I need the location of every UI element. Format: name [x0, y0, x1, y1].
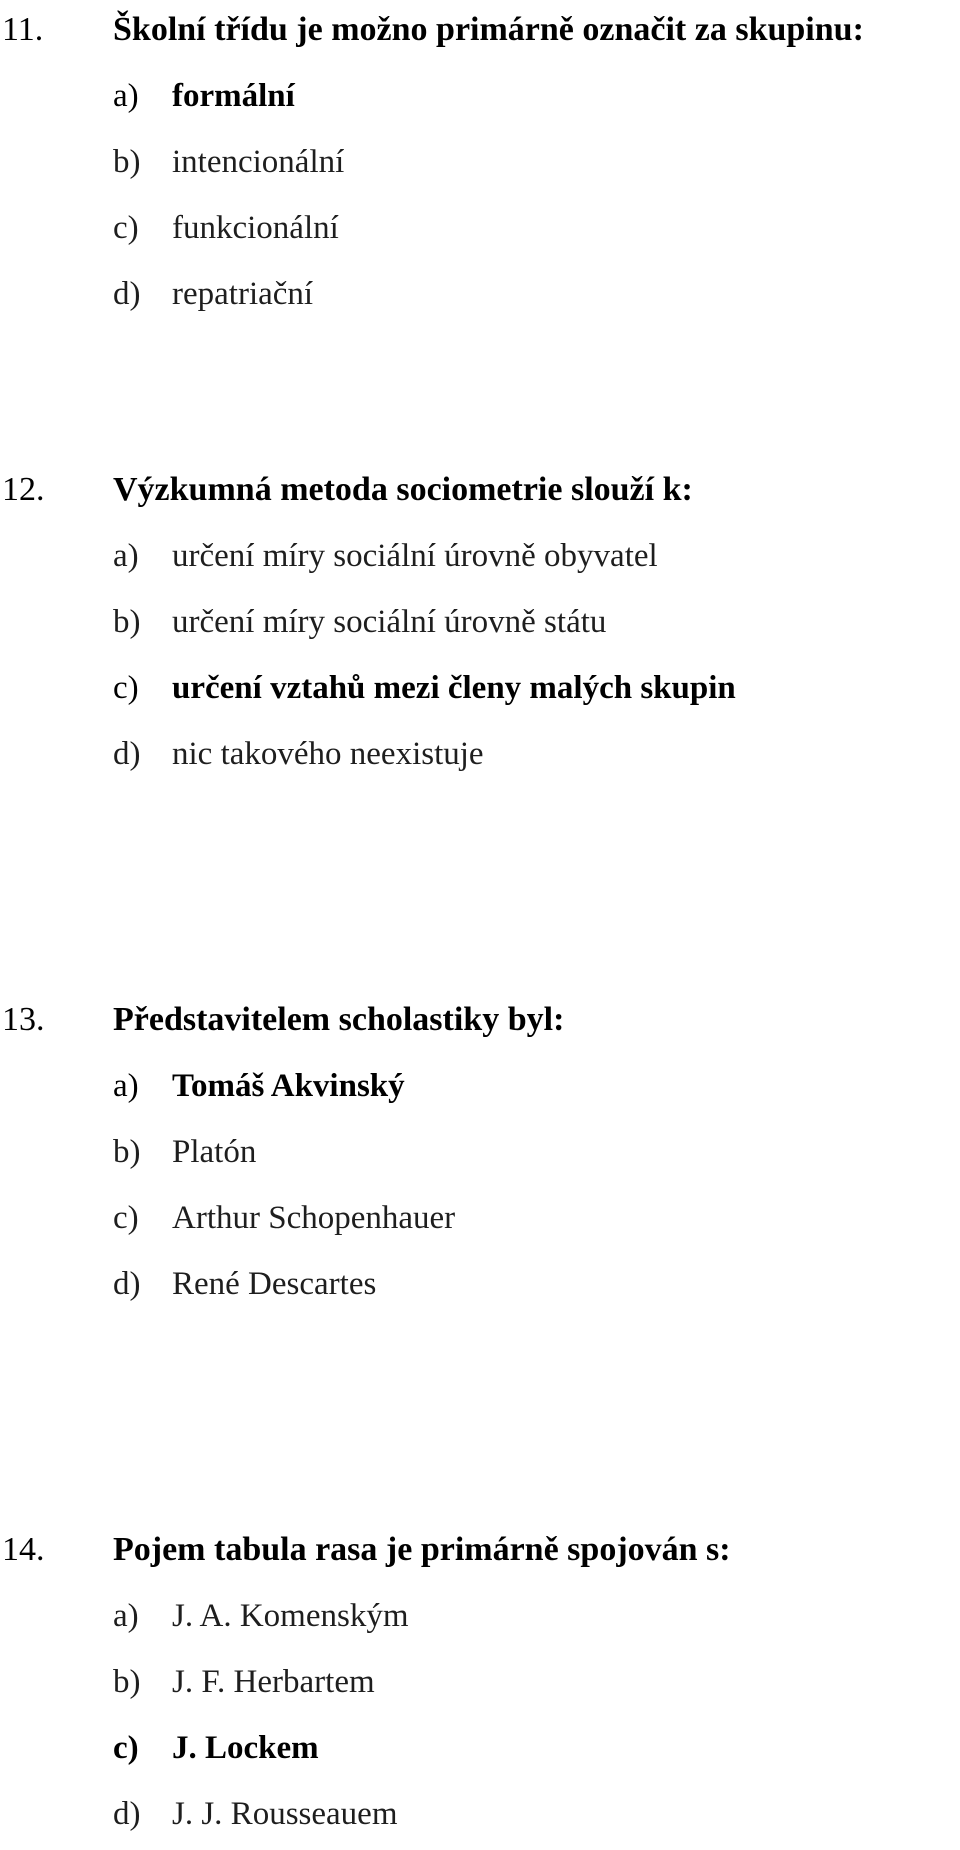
option-letter: b) [113, 1134, 141, 1170]
question-12 [0, 460, 960, 790]
option-letter: b) [113, 144, 141, 180]
question-text: Představitelem scholastiky byl: [113, 1001, 565, 1038]
option-d [0, 724, 960, 790]
question-11 [0, 0, 960, 330]
option-letter: c) [113, 670, 139, 706]
option-d [0, 1254, 960, 1320]
option-text: určení míry sociální úrovně státu [172, 604, 607, 640]
option-letter: a) [113, 1598, 139, 1634]
question-text: Pojem tabula rasa je primárně spojován s: [113, 1531, 731, 1568]
option-letter: a) [113, 538, 139, 574]
option-c [0, 198, 960, 264]
option-letter: d) [113, 1796, 141, 1832]
option-text: repatriační [172, 276, 314, 312]
option-text: J. F. Herbartem [172, 1664, 375, 1700]
option-text: Platón [172, 1134, 257, 1170]
option-d [0, 264, 960, 330]
option-letter: a) [113, 1068, 139, 1104]
option-letter: d) [113, 1266, 141, 1302]
option-text: funkcionální [172, 210, 339, 246]
option-d [0, 1784, 960, 1850]
question-13 [0, 990, 960, 1320]
question-number: 14. [2, 1531, 45, 1568]
option-text: J. Lockem [172, 1730, 319, 1766]
question-heading [0, 990, 960, 1056]
option-letter: a) [113, 78, 139, 114]
option-text: určení vztahů mezi členy malých skupin [172, 670, 736, 706]
question-heading [0, 460, 960, 526]
option-letter: b) [113, 1664, 141, 1700]
option-text: J. A. Komenským [172, 1598, 409, 1634]
option-letter: d) [113, 276, 141, 312]
option-b [0, 1122, 960, 1188]
option-text: J. J. Rousseauem [172, 1796, 398, 1832]
option-letter: c) [113, 1200, 139, 1236]
option-letter: c) [113, 210, 139, 246]
option-c [0, 658, 960, 724]
option-text: Tomáš Akvinský [172, 1068, 405, 1104]
question-number: 13. [2, 1001, 45, 1038]
question-number: 12. [2, 471, 45, 508]
option-text: Arthur Schopenhauer [172, 1200, 456, 1236]
option-text: intencionální [172, 144, 345, 180]
option-a [0, 1056, 960, 1122]
option-letter: c) [113, 1730, 139, 1766]
question-number: 11. [2, 11, 44, 48]
option-letter: b) [113, 604, 141, 640]
option-text: formální [172, 78, 295, 114]
option-b [0, 592, 960, 658]
option-c [0, 1718, 960, 1784]
option-b [0, 1652, 960, 1718]
option-a [0, 66, 960, 132]
question-text: Školní třídu je možno primárně označit za skupinu: [113, 11, 864, 48]
option-text: nic takového neexistuje [172, 736, 484, 772]
question-text: Výzkumná metoda sociometrie slouží k: [113, 471, 693, 508]
question-14 [0, 1520, 960, 1850]
option-text: určení míry sociální úrovně obyvatel [172, 538, 658, 574]
option-text: René Descartes [172, 1266, 377, 1302]
option-c [0, 1188, 960, 1254]
option-letter: d) [113, 736, 141, 772]
option-b [0, 132, 960, 198]
option-a [0, 526, 960, 592]
question-heading [0, 1520, 960, 1586]
question-heading [0, 0, 960, 66]
option-a [0, 1586, 960, 1652]
